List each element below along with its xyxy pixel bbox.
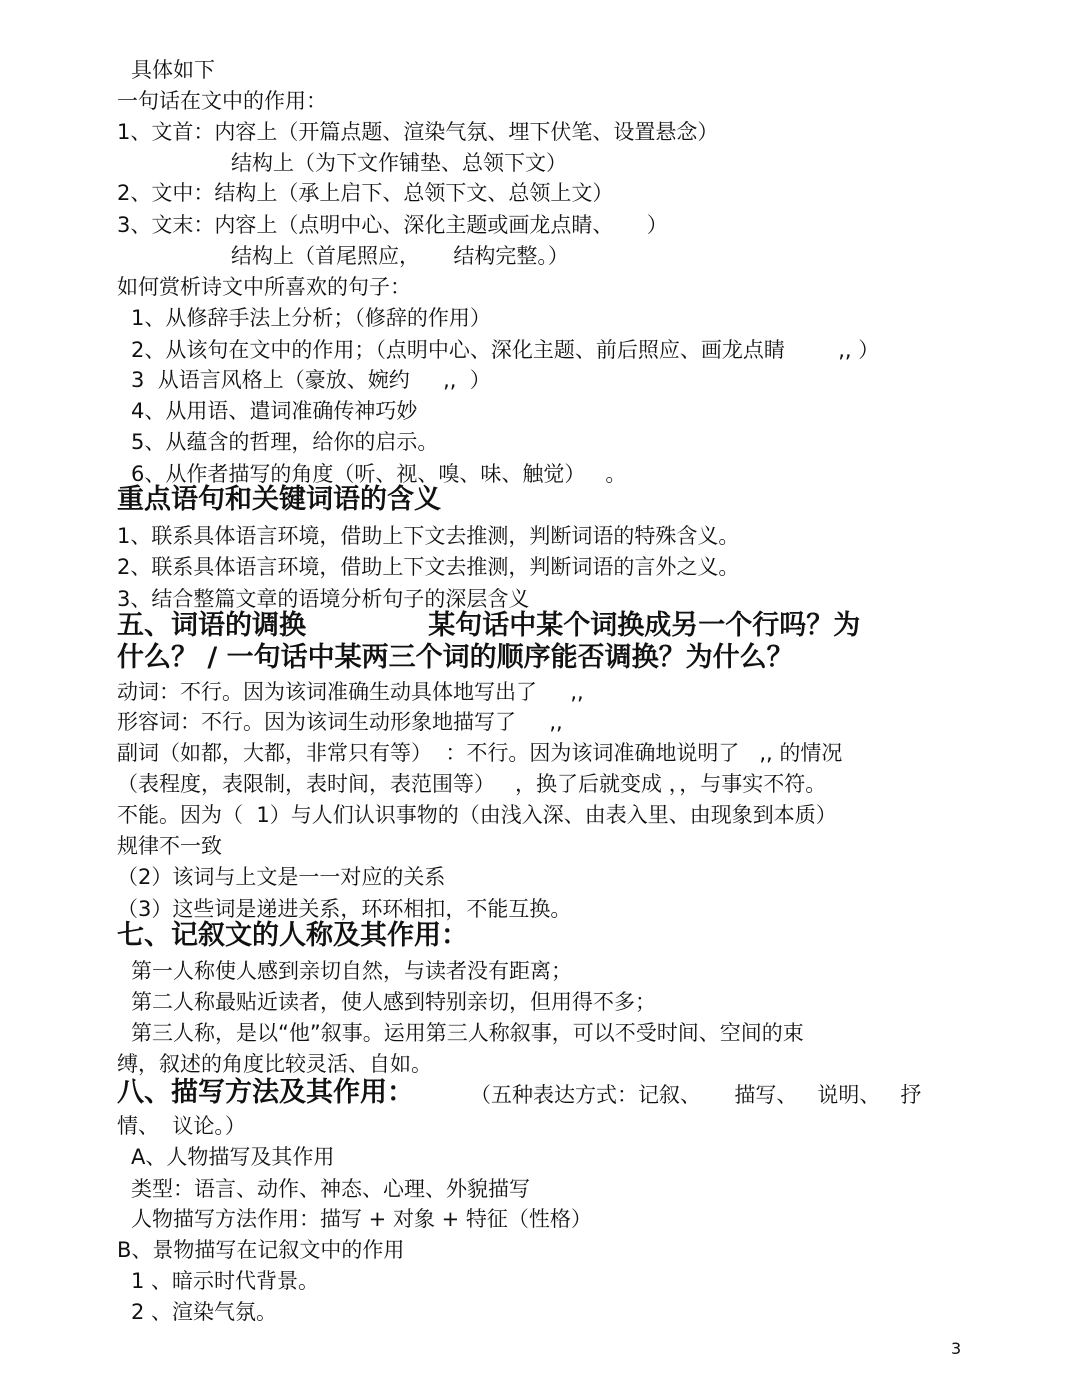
- text-line: 3 从语言风格上（豪放、婉约 ,, ）: [131, 368, 491, 392]
- section-heading: 七、记叙文的人称及其作用：: [117, 920, 468, 951]
- text-line: 1、文首：内容上（开篇点题、渲染气氛、埋下伏笔、设置悬念）: [117, 120, 719, 144]
- section-heading: 八、描写方法及其作用：: [117, 1077, 414, 1108]
- text-line: 1 、暗示时代背景。: [131, 1269, 320, 1293]
- section-heading: 什么？ / 一句话中某两三个词的顺序能否调换？为什么？: [117, 642, 794, 673]
- text-line: 如何赏析诗文中所喜欢的句子：: [117, 275, 411, 299]
- text-line: 3、结合整篇文章的语境分析句子的深层含义: [117, 587, 530, 611]
- text-line: 规律不一致: [117, 834, 222, 858]
- text-line: 结构上（为下文作铺垫、总领下文）: [231, 151, 567, 175]
- text-line: 2、文中：结构上（承上启下、总领下文、总领上文）: [117, 181, 614, 205]
- text-line: 形容词：不行。因为该词生动形象地描写了 ,,: [117, 710, 563, 734]
- text-line: 第三人称，是以“他”叙事。运用第三人称叙事，可以不受时间、空间的束: [131, 1021, 804, 1045]
- text-line: B、景物描写在记叙文中的作用: [117, 1238, 405, 1262]
- text-line: 2、从该句在文中的作用；（点明中心、深化主题、前后照应、画龙点睛 ,, ）: [131, 338, 880, 362]
- text-line: 副词（如都，大都，非常只有等） ：不行。因为该词准确地说明了 ,, 的情况: [117, 741, 843, 765]
- text-line: 具体如下: [131, 58, 215, 82]
- text-line: 1、从修辞手法上分析；（修辞的作用）: [131, 306, 491, 330]
- text-line: 类型：语言、动作、神态、心理、外貌描写: [131, 1177, 530, 1201]
- text-line: 结构上（首尾照应， 结构完整。）: [231, 244, 569, 268]
- text-line: 一句话在文中的作用：: [117, 89, 327, 113]
- text-line: 5、从蕴含的哲理，给你的启示。: [131, 430, 439, 454]
- text-line: 1、联系具体语言环境，借助上下文去推测，判断词语的特殊含义。: [117, 524, 740, 548]
- text-line: 动词：不行。因为该词准确生动具体地写出了 ,,: [117, 680, 584, 704]
- text-line: 不能。因为（ 1）与人们认识事物的（由浅入深、由表入里、由现象到本质）: [117, 803, 837, 827]
- text-line: 3、文末：内容上（点明中心、深化主题或画龙点睛、 ）: [117, 213, 668, 237]
- section-heading: 重点语句和关键词语的含义: [117, 484, 441, 515]
- text-line: 2 、渲染气氛。: [131, 1300, 278, 1324]
- text-line: 2、联系具体语言环境，借助上下文去推测，判断词语的言外之义。: [117, 555, 740, 579]
- text-line: 情、 议论。）: [117, 1114, 246, 1138]
- text-line: （2）该词与上文是一一对应的关系: [117, 865, 446, 889]
- text-line: 6、从作者描写的角度（听、视、嗅、味、触觉） 。: [131, 462, 627, 486]
- text-line: 缚，叙述的角度比较灵活、自如。: [117, 1052, 432, 1076]
- section-heading: 五、词语的调换 某句话中某个词换成另一个行吗？为: [117, 610, 861, 641]
- text-line: （表程度，表限制，表时间，表范围等） ，换了后就变成 ，，与事实不符。: [117, 772, 827, 796]
- text-line: 人物描写方法作用：描写 + 对象 + 特征（性格）: [131, 1207, 592, 1231]
- text-line: （3）这些词是递进关系，环环相扣，不能互换。: [117, 897, 572, 921]
- text-line: A、人物描写及其作用: [131, 1145, 335, 1169]
- text-line: 第一人称使人感到亲切自然，与读者没有距离；: [131, 959, 572, 983]
- text-line: 第二人称最贴近读者，使人感到特别亲切，但用得不多；: [131, 990, 656, 1014]
- text-line: 4、从用语、遣词准确传神巧妙: [131, 399, 418, 423]
- text-line: （五种表达方式：记叙、 描写、 说明、 抒: [470, 1083, 922, 1107]
- page-number: 3: [951, 1339, 962, 1358]
